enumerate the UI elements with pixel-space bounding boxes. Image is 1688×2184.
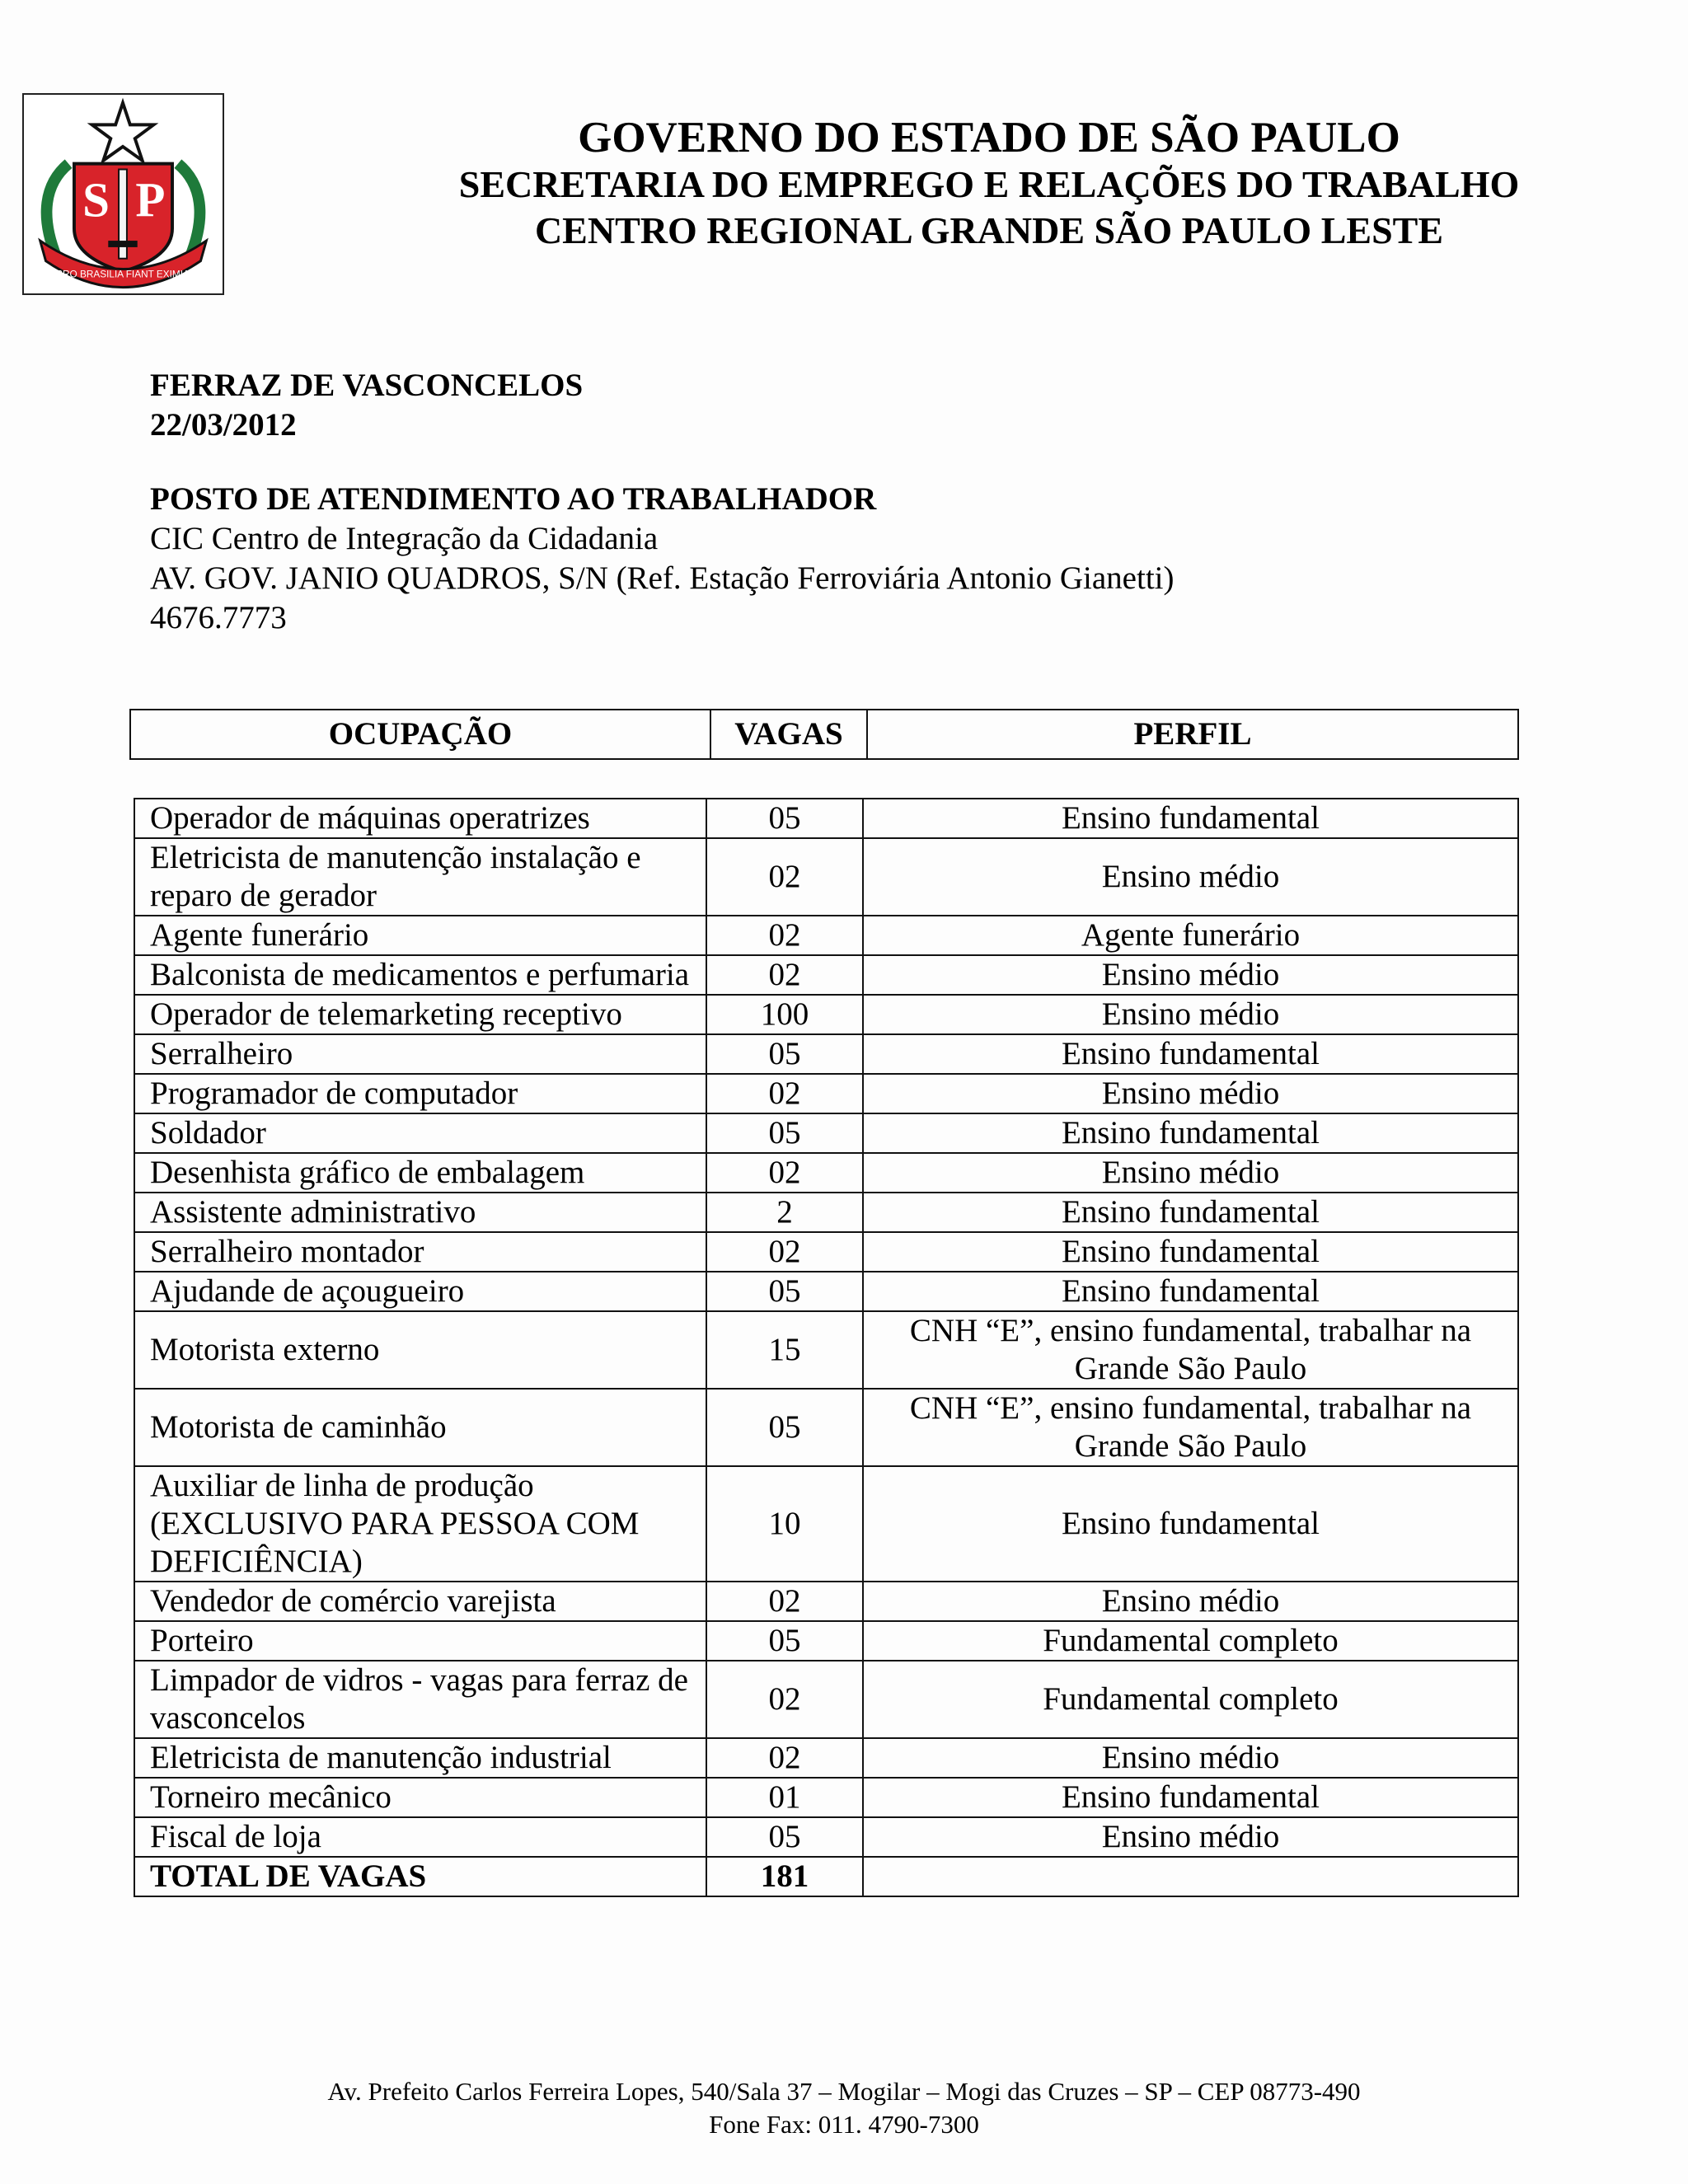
footer-address: Av. Prefeito Carlos Ferreira Lopes, 540/Sala 37 – Mogilar – Mogi das Cruzes – SP – CEP 08773-490 [327, 2077, 1361, 2106]
vacancies-cell: 02 [706, 838, 863, 916]
profile-cell: Ensino fundamental [863, 1272, 1518, 1311]
vacancies-table [134, 798, 1519, 1897]
profile-cell: Ensino médio [863, 1738, 1518, 1778]
total-value: 181 [706, 1857, 863, 1896]
occupation-cell: Programador de computador [134, 1074, 706, 1113]
vacancies-cell: 02 [706, 1661, 863, 1738]
svg-text:S: S [82, 172, 110, 227]
government-title: GOVERNO DO ESTADO DE SÃO PAULO [578, 114, 1400, 162]
post-address: AV. GOV. JANIO QUADROS, S/N (Ref. Estação Ferroviária Antonio Gianetti) [150, 560, 1175, 596]
vacancies-cell: 05 [706, 1272, 863, 1311]
table-row [134, 916, 1518, 955]
occupation-cell: Ajudande de açougueiro [134, 1272, 706, 1311]
column-header-profile: PERFIL [867, 710, 1518, 759]
total-row [134, 1857, 1518, 1896]
table-header [129, 709, 1519, 760]
occupation-cell: Assistente administrativo [134, 1193, 706, 1232]
profile-cell: CNH “E”, ensino fundamental, trabalhar na Grande São Paulo [863, 1311, 1518, 1389]
vacancies-cell: 05 [706, 1817, 863, 1857]
table-row [134, 838, 1518, 916]
regional-center-title: CENTRO REGIONAL GRANDE SÃO PAULO LESTE [534, 209, 1444, 251]
profile-cell: Ensino fundamental [863, 1193, 1518, 1232]
vacancies-cell: 05 [706, 1034, 863, 1074]
occupation-cell: Agente funerário [134, 916, 706, 955]
column-header-occupation: OCUPAÇÃO [130, 710, 710, 759]
svg-text:PRO BRASILIA FIANT EXIMIA: PRO BRASILIA FIANT EXIMIA [56, 268, 190, 280]
occupation-cell: Soldador [134, 1113, 706, 1153]
occupation-cell: Eletricista de manutenção industrial [134, 1738, 706, 1778]
profile-cell: Ensino fundamental [863, 1466, 1518, 1582]
profile-cell: Ensino fundamental [863, 799, 1518, 838]
occupation-cell: Limpador de vidros - vagas para ferraz de vasconcelos [134, 1661, 706, 1738]
profile-cell: Ensino médio [863, 1153, 1518, 1193]
post-phone: 4676.7773 [150, 600, 287, 635]
letterhead [346, 114, 1632, 254]
occupation-cell: Operador de telemarketing receptivo [134, 995, 706, 1034]
table-row [134, 995, 1518, 1034]
vacancies-cell: 100 [706, 995, 863, 1034]
table-row [134, 1272, 1518, 1311]
profile-cell: Ensino médio [863, 1074, 1518, 1113]
svg-text:P: P [135, 172, 166, 227]
occupation-cell: Desenhista gráfico de embalagem [134, 1153, 706, 1193]
occupation-cell: Fiscal de loja [134, 1817, 706, 1857]
table-row [134, 1817, 1518, 1857]
profile-cell: CNH “E”, ensino fundamental, trabalhar na Grande São Paulo [863, 1389, 1518, 1466]
vacancies-cell: 15 [706, 1311, 863, 1389]
table-row [134, 1582, 1518, 1621]
occupation-cell: Auxiliar de linha de produção (EXCLUSIVO PARA PESSOA COM DEFICIÊNCIA) [134, 1466, 706, 1582]
profile-cell: Ensino fundamental [863, 1232, 1518, 1272]
table-row [134, 955, 1518, 995]
vacancies-cell: 10 [706, 1466, 863, 1582]
document-date: 22/03/2012 [150, 407, 297, 443]
vacancies-cell: 02 [706, 955, 863, 995]
profile-cell: Ensino médio [863, 838, 1518, 916]
table-row [134, 1661, 1518, 1738]
profile-cell: Ensino fundamental [863, 1034, 1518, 1074]
occupation-cell: Eletricista de manutenção instalação e reparo de gerador [134, 838, 706, 916]
vacancies-cell: 02 [706, 1232, 863, 1272]
vacancies-table-body [134, 799, 1518, 1857]
table-row [134, 1232, 1518, 1272]
star-icon [92, 103, 154, 161]
table-row [134, 1034, 1518, 1074]
column-header-vacancies: VAGAS [710, 710, 867, 759]
vacancies-cell: 05 [706, 1621, 863, 1661]
occupation-cell: Vendedor de comércio varejista [134, 1582, 706, 1621]
post-title: POSTO DE ATENDIMENTO AO TRABALHADOR [150, 481, 877, 517]
table-row [134, 1153, 1518, 1193]
occupation-cell: Torneiro mecânico [134, 1778, 706, 1817]
occupation-cell: Serralheiro [134, 1034, 706, 1074]
vacancies-cell: 02 [706, 1153, 863, 1193]
city-name: FERRAZ DE VASCONCELOS [150, 368, 584, 403]
table-row [134, 1621, 1518, 1661]
profile-cell: Ensino médio [863, 955, 1518, 995]
profile-cell: Ensino médio [863, 995, 1518, 1034]
table-row [134, 1466, 1518, 1582]
table-row [134, 1778, 1518, 1817]
laurel-left-icon [47, 164, 69, 257]
footer-phone: Fone Fax: 011. 4790-7300 [709, 2110, 979, 2139]
vacancies-cell: 02 [706, 1738, 863, 1778]
profile-cell: Ensino fundamental [863, 1113, 1518, 1153]
table-row [134, 1074, 1518, 1113]
vacancies-cell: 05 [706, 1389, 863, 1466]
vacancies-cell: 05 [706, 1113, 863, 1153]
occupation-cell: Porteiro [134, 1621, 706, 1661]
vacancies-cell: 02 [706, 916, 863, 955]
profile-cell: Ensino fundamental [863, 1778, 1518, 1817]
profile-cell: Fundamental completo [863, 1661, 1518, 1738]
table-row [134, 1738, 1518, 1778]
laurel-right-icon [178, 164, 200, 257]
secretariat-title: SECRETARIA DO EMPREGO E RELAÇÕES DO TRABALHO [458, 163, 1520, 205]
total-label: TOTAL DE VAGAS [134, 1857, 706, 1896]
vacancies-cell: 05 [706, 799, 863, 838]
sp-seal-icon [24, 95, 223, 293]
profile-cell: Fundamental completo [863, 1621, 1518, 1661]
table-row [134, 1113, 1518, 1153]
profile-cell: Agente funerário [863, 916, 1518, 955]
post-name: CIC Centro de Integração da Cidadania [150, 521, 659, 556]
table-row [134, 1389, 1518, 1466]
profile-cell: Ensino médio [863, 1582, 1518, 1621]
footer [0, 2075, 1688, 2141]
table-row [134, 1311, 1518, 1389]
occupation-cell: Motorista de caminhão [134, 1389, 706, 1466]
vacancies-cell: 02 [706, 1074, 863, 1113]
coat-of-arms-logo [22, 93, 224, 295]
profile-cell: Ensino médio [863, 1817, 1518, 1857]
occupation-cell: Operador de máquinas operatrizes [134, 799, 706, 838]
table-row [134, 1193, 1518, 1232]
table-row [134, 799, 1518, 838]
document-info [150, 366, 1174, 638]
occupation-cell: Serralheiro montador [134, 1232, 706, 1272]
total-empty-cell [863, 1857, 1518, 1896]
vacancies-cell: 02 [706, 1582, 863, 1621]
occupation-cell: Motorista externo [134, 1311, 706, 1389]
vacancies-cell: 2 [706, 1193, 863, 1232]
occupation-cell: Balconista de medicamentos e perfumaria [134, 955, 706, 995]
vacancies-cell: 01 [706, 1778, 863, 1817]
